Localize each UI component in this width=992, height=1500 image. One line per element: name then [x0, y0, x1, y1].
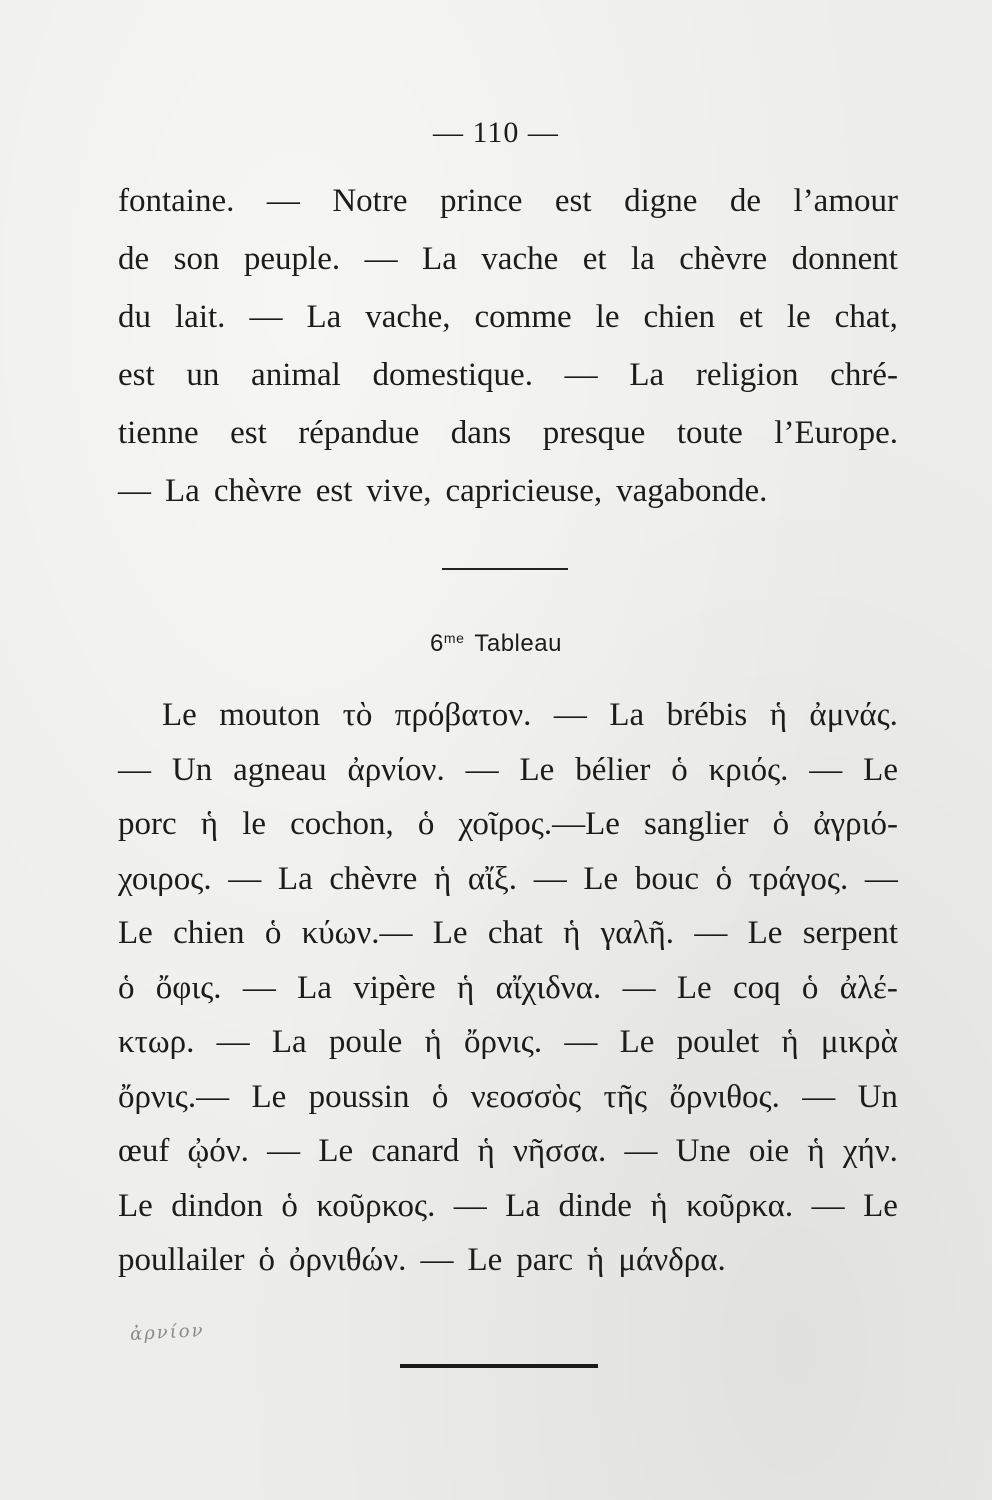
word: religion [695, 357, 799, 393]
text-line [118, 852, 898, 907]
word: peuple. [243, 241, 341, 277]
word: tienne [118, 415, 199, 451]
word: Une [675, 1133, 731, 1169]
word: comme [474, 299, 572, 335]
word: brébis [666, 697, 748, 733]
word: œuf [118, 1133, 170, 1169]
word: κοῦρκος. [316, 1187, 436, 1224]
word: chèvre [679, 241, 768, 277]
word: La [297, 969, 332, 1006]
word: bouc [634, 860, 699, 897]
word: La [505, 1187, 541, 1224]
word: ᾠόν. [187, 1133, 249, 1169]
word: ἡ [563, 915, 581, 951]
word: de [729, 183, 762, 219]
word: le [242, 806, 267, 842]
word: — [267, 1133, 301, 1169]
word: chien [173, 915, 245, 951]
word: poussin [308, 1078, 410, 1115]
text-line [118, 1124, 898, 1179]
word: τῆς [603, 1078, 648, 1115]
word: αἴχιδνα. [495, 969, 602, 1006]
word: ἀγριό- [813, 806, 898, 842]
word: chèvre [329, 860, 418, 897]
word: Le [118, 915, 153, 951]
word: dindon [171, 1187, 263, 1224]
word: poulet [676, 1024, 760, 1060]
word: La [609, 697, 645, 733]
word: ἡ [200, 806, 219, 842]
word: vipère [353, 969, 436, 1006]
word: ἡ [587, 1242, 605, 1278]
word: ὀρνιθών. [288, 1242, 407, 1278]
text-line [118, 1015, 898, 1070]
word: ἡ [650, 1187, 668, 1224]
word: — [553, 697, 587, 733]
handwritten-note: ἀρνίον [129, 1320, 206, 1345]
word: La [271, 1024, 307, 1060]
paragraph-continuation [118, 172, 898, 520]
word: νῆσσα. [512, 1133, 607, 1169]
section-heading [0, 630, 992, 658]
heading-title: Tableau [474, 630, 562, 657]
word: l’Europe. [774, 415, 898, 451]
word: un [186, 357, 220, 393]
word: Le [676, 969, 712, 1006]
word: — [228, 860, 262, 897]
word: dinde [558, 1187, 632, 1224]
word: lait. [175, 299, 226, 335]
word: digne [624, 183, 698, 219]
word: La [165, 473, 200, 509]
word: vagabonde. [616, 473, 768, 509]
word: La [422, 241, 457, 277]
word: ἀλέ- [839, 969, 898, 1006]
word: est [554, 183, 592, 219]
word: — [453, 1187, 487, 1224]
word: Le [432, 915, 468, 951]
word: Notre [332, 183, 408, 219]
text-line [118, 797, 898, 852]
word: ὄρνις. [464, 1024, 543, 1060]
word: bélier [575, 751, 651, 788]
word: — [118, 751, 151, 788]
word: Le [519, 751, 555, 788]
word: — [622, 969, 656, 1006]
word: αἴξ. [467, 860, 518, 897]
word: Le [863, 751, 898, 788]
word: χοῖρος.—Le [458, 806, 620, 842]
word: ὄφις. [155, 969, 222, 1006]
word: ὁ [431, 1078, 449, 1115]
word: ὁ [417, 806, 435, 842]
end-rule [400, 1364, 598, 1368]
word: — [694, 915, 728, 951]
word: κύων.— [301, 915, 413, 951]
text-line [118, 230, 898, 288]
word: — [533, 860, 567, 897]
word: dans [450, 415, 512, 451]
word: la [630, 241, 655, 277]
word: ἡ [769, 697, 787, 733]
word: πρόβατον. [394, 697, 532, 733]
word: χήν. [842, 1133, 898, 1169]
word: sanglier [644, 806, 749, 842]
word: ὁ [118, 969, 135, 1006]
word: μάνδρα. [618, 1242, 726, 1278]
word: oie [748, 1133, 790, 1169]
word: — [802, 1078, 836, 1115]
word: γαλῆ. [600, 915, 675, 951]
word: ἀρνίον. [347, 751, 445, 788]
text-line [118, 1233, 898, 1288]
word: Le [619, 1024, 655, 1060]
word: animal [251, 357, 341, 393]
text-line [118, 462, 898, 520]
heading-number: 6 [430, 630, 444, 657]
word: du [118, 299, 151, 335]
text-line [118, 688, 898, 743]
section-divider [442, 568, 568, 570]
word: Le [747, 915, 783, 951]
text-line [118, 172, 898, 230]
word: τὸ [342, 697, 373, 733]
word: Le [467, 1242, 503, 1278]
word: μικρὰ [820, 1024, 898, 1060]
word: poule [328, 1024, 403, 1060]
word: chré- [830, 357, 898, 393]
word: La [629, 357, 665, 393]
word: ὄρνιθος. [669, 1078, 780, 1115]
word: chat, [834, 299, 898, 335]
word: ἡ [477, 1133, 495, 1169]
word: ἀμνάς. [809, 697, 898, 733]
word: domestique. [372, 357, 533, 393]
word: — [216, 1024, 250, 1060]
word: Le [251, 1078, 287, 1115]
word: ὁ [258, 1242, 275, 1278]
word: — [364, 241, 398, 277]
word: ὁ [671, 751, 688, 788]
word: κριός. [708, 751, 789, 788]
word: et [582, 241, 607, 277]
word: τράγος. [748, 860, 849, 897]
word: Le [863, 1187, 898, 1224]
word: fontaine. [118, 183, 235, 219]
heading-suffix: me [443, 630, 465, 646]
word: vive, [366, 473, 432, 509]
word: ὁ [715, 860, 733, 897]
word: capricieuse, [445, 473, 603, 509]
word: ὄρνις.— [118, 1078, 230, 1115]
word: agneau [233, 751, 327, 788]
word: vache [481, 241, 559, 277]
word: — [564, 357, 598, 393]
word: est [315, 473, 353, 509]
word: — [420, 1242, 454, 1278]
word: — [465, 751, 499, 788]
word: — [864, 860, 898, 897]
word: toute [676, 415, 743, 451]
word: donnent [791, 241, 898, 277]
text-line [118, 346, 898, 404]
word: — [118, 473, 151, 509]
word: est [230, 415, 267, 451]
word: son [173, 241, 220, 277]
vocabulary-paragraph [118, 688, 898, 1288]
word: serpent [802, 915, 898, 951]
word: canard [371, 1133, 460, 1169]
word: prince [439, 183, 523, 219]
word: — [266, 183, 300, 219]
text-line [118, 743, 898, 798]
word: — [811, 1187, 845, 1224]
word: Un [857, 1078, 898, 1115]
word: ἡ [781, 1024, 799, 1060]
word: coq [732, 969, 781, 1006]
word: — [809, 751, 843, 788]
text-line [118, 961, 898, 1016]
word: poullailer [118, 1242, 245, 1278]
word: κοῦρκα. [686, 1187, 794, 1224]
word: ὁ [281, 1187, 298, 1224]
word: — [564, 1024, 598, 1060]
word: chien [643, 299, 715, 335]
word: νεοσσὸς [470, 1078, 582, 1115]
word: mouton [219, 697, 321, 733]
page-number: — 110 — [433, 116, 559, 149]
word: parc [516, 1242, 574, 1278]
word: ἡ [433, 860, 452, 897]
word: χοιρος. [118, 860, 212, 897]
text-line [118, 1070, 898, 1125]
word: le [595, 299, 620, 335]
word: κτωρ. [118, 1024, 195, 1060]
word: ὁ [264, 915, 282, 951]
word: et [738, 299, 763, 335]
word: — [242, 969, 276, 1006]
word: ὁ [801, 969, 819, 1006]
word: Le [162, 697, 197, 733]
word: ἡ [457, 969, 475, 1006]
word: chat [487, 915, 543, 951]
word: Le [583, 860, 619, 897]
word: — [624, 1133, 658, 1169]
word: ὁ [772, 806, 790, 842]
word: presque [542, 415, 646, 451]
word: est [118, 357, 155, 393]
text-line [118, 404, 898, 462]
word: La [306, 299, 342, 335]
word: chèvre [213, 473, 302, 509]
word: Le [318, 1133, 354, 1169]
word: répandue [298, 415, 420, 451]
word: ἡ [807, 1133, 825, 1169]
word: Un [171, 751, 213, 788]
word: vache, [365, 299, 451, 335]
word: de [118, 241, 150, 277]
word: l’amour [793, 183, 898, 219]
word: le [786, 299, 811, 335]
text-line [118, 1179, 898, 1234]
word: La [277, 860, 313, 897]
text-line [118, 906, 898, 961]
word: cochon, [290, 806, 394, 842]
word: Le [118, 1187, 153, 1224]
word: ἡ [424, 1024, 442, 1060]
word: — [249, 299, 283, 335]
text-line [118, 288, 898, 346]
word: porc [118, 806, 177, 842]
